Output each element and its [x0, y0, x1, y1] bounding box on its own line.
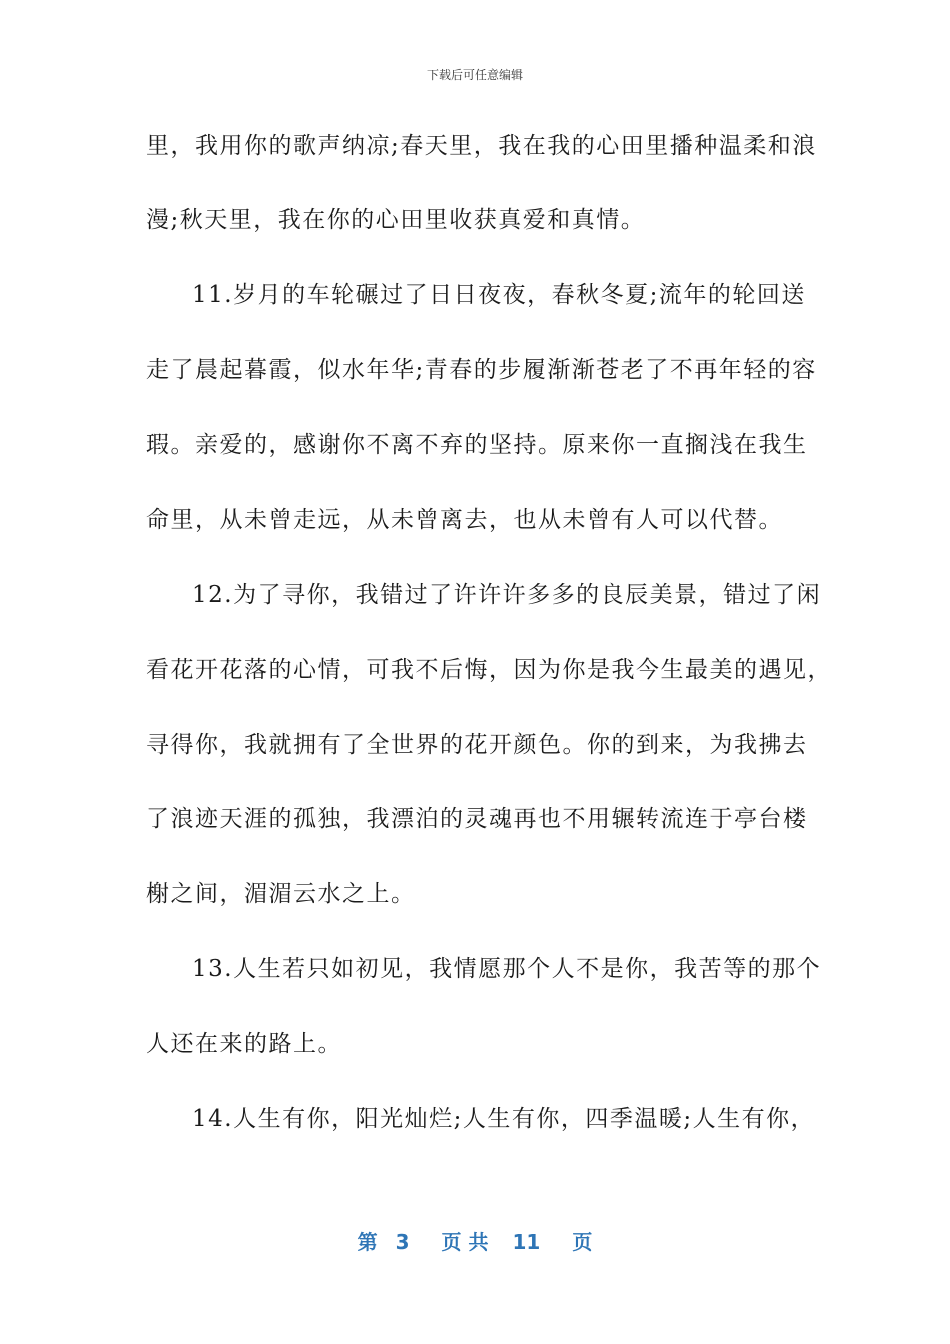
current-page-number: 3 [395, 1230, 410, 1254]
text-line: 瑕。亲爱的，感谢你不离不弃的坚持。原来你一直搁浅在我生 [146, 432, 808, 458]
text-line: 人还在来的路上。 [146, 1031, 342, 1057]
text-line: 榭之间，湄湄云水之上。 [146, 881, 416, 907]
text-line: 看花开花落的心情，可我不后悔，因为你是我今生最美的遇见， [146, 657, 832, 683]
footer-suffix: 页 [572, 1230, 593, 1254]
paragraph-12-start: 12.为了寻你，我错过了许许许多多的良辰美景，错过了闲 [192, 582, 822, 608]
paragraph-14-start: 14.人生有你，阳光灿烂;人生有你，四季温暖;人生有你， [192, 1106, 816, 1132]
text-line: 里，我用你的歌声纳凉;春天里，我在我的心田里播种温柔和浪 [146, 133, 817, 159]
footer-prefix: 第 [357, 1230, 378, 1254]
total-pages-number: 11 [512, 1230, 541, 1254]
text-line: 命里，从未曾走远，从未曾离去，也从未曾有人可以代替。 [146, 507, 783, 533]
text-line: 寻得你，我就拥有了全世界的花开颜色。你的到来，为我拂去 [146, 732, 808, 758]
paragraph-11-start: 11.岁月的车轮碾过了日日夜夜，春秋冬夏;流年的轮回送 [192, 282, 806, 308]
text-line: 了浪迹天涯的孤独，我漂泊的灵魂再也不用辗转流连于亭台楼 [146, 806, 808, 832]
header-note: 下载后可任意编辑 [426, 68, 523, 82]
text-line: 走了晨起暮霞，似水年华;青春的步履渐渐苍老了不再年轻的容 [146, 357, 817, 383]
footer-middle: 页 共 [441, 1230, 489, 1254]
paragraph-13-start: 13.人生若只如初见，我情愿那个人不是你，我苦等的那个 [192, 956, 822, 982]
text-line: 漫;秋天里，我在你的心田里收获真爱和真情。 [146, 207, 646, 233]
page-footer [0, 1226, 950, 1255]
